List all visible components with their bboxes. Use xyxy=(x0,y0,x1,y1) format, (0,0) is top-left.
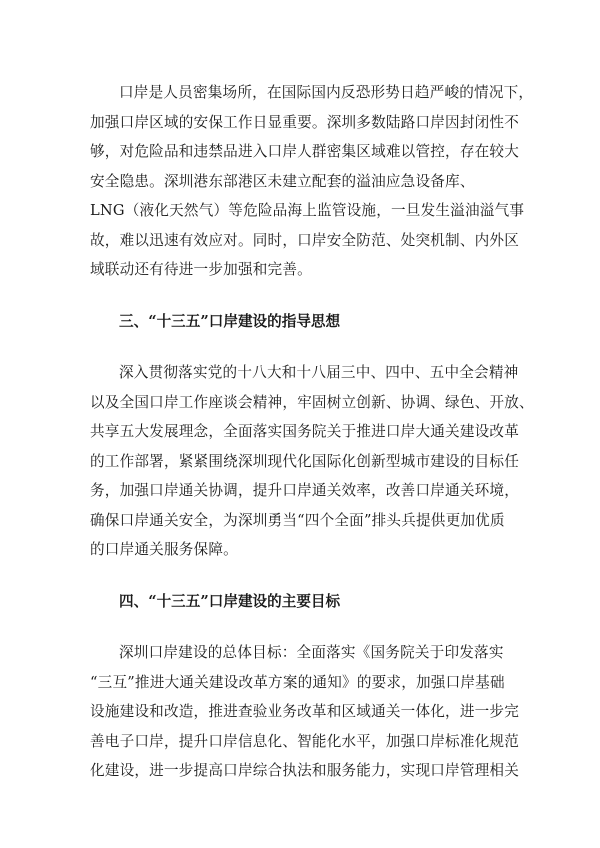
spacer xyxy=(90,565,518,587)
text-line: 共享五大发展理念，全面落实国务院关于推进口岸大通关建设改革 xyxy=(90,423,520,440)
text-line: 确保口岸通关安全，为深圳勇当“四个全面”排头兵提供更加优质 xyxy=(90,511,505,529)
text-line: 口岸是人员密集场所，在国际国内反恐形势日趋严峻的情况下， xyxy=(119,84,534,101)
text-line: 的口岸通关服务保障。 xyxy=(90,541,238,558)
text-line: 务，加强口岸通关协调，提升口岸通关效率，改善口岸通关环境， xyxy=(90,482,520,499)
text-line: “三互”推进大通关建设改革方案的通知》的要求，加强口岸基础 xyxy=(90,673,505,691)
paragraph-port-security xyxy=(90,78,534,285)
document-page xyxy=(90,78,534,786)
paragraph-main-goals xyxy=(90,638,518,786)
text-line: 善电子口岸，提升口岸信息化、智能化水平，加强口岸标准化规范 xyxy=(90,732,520,750)
spacer xyxy=(90,336,518,358)
text-line: 安全隐患。深圳港东部港区未建立配套的溢油应急设备库、 xyxy=(90,172,475,190)
spacer xyxy=(90,285,518,307)
text-line: LNG（液化天然气）等危险品海上监管设施，一旦发生溢油溢气事 xyxy=(90,202,525,219)
text-line: 深入贯彻落实党的十八大和十八届三中、四中、五中全会精神 xyxy=(119,364,519,381)
text-line: 化建设，进一步提高口岸综合执法和服务能力，实现口岸管理相关 xyxy=(90,762,520,779)
text-line: 以及全国口岸工作座谈会精神，牢固树立创新、协调、绿色、开放、 xyxy=(90,393,534,411)
text-line: 域联动还有待进一步加强和完善。 xyxy=(90,261,312,278)
section-heading-main-goals: 四、“十三五”口岸建设的主要目标 xyxy=(119,592,341,610)
text-line: 够，对危险品和违禁品进入口岸人群密集区域难以管控，存在较大 xyxy=(90,143,520,160)
section-heading-guiding-ideology: 三、“十三五”口岸建设的指导思想 xyxy=(119,312,341,330)
text-line: 加强口岸区域的安保工作日显重要。深圳多数陆路口岸因封闭性不 xyxy=(90,113,520,131)
text-line: 设施建设和改造，推进查验业务改革和区域通关一体化，进一步完 xyxy=(90,703,520,720)
paragraph-guiding-ideology xyxy=(90,358,534,565)
text-line: 的工作部署，紧紧围绕深圳现代化国际化创新型城市建设的目标任 xyxy=(90,452,520,470)
text-line: 深圳口岸建设的总体目标：全面落实《国务院关于印发落实 xyxy=(119,644,504,661)
text-line: 故，难以迅速有效应对。同时，口岸安全防范、处突机制、内外区 xyxy=(90,231,520,249)
spacer xyxy=(90,616,518,638)
